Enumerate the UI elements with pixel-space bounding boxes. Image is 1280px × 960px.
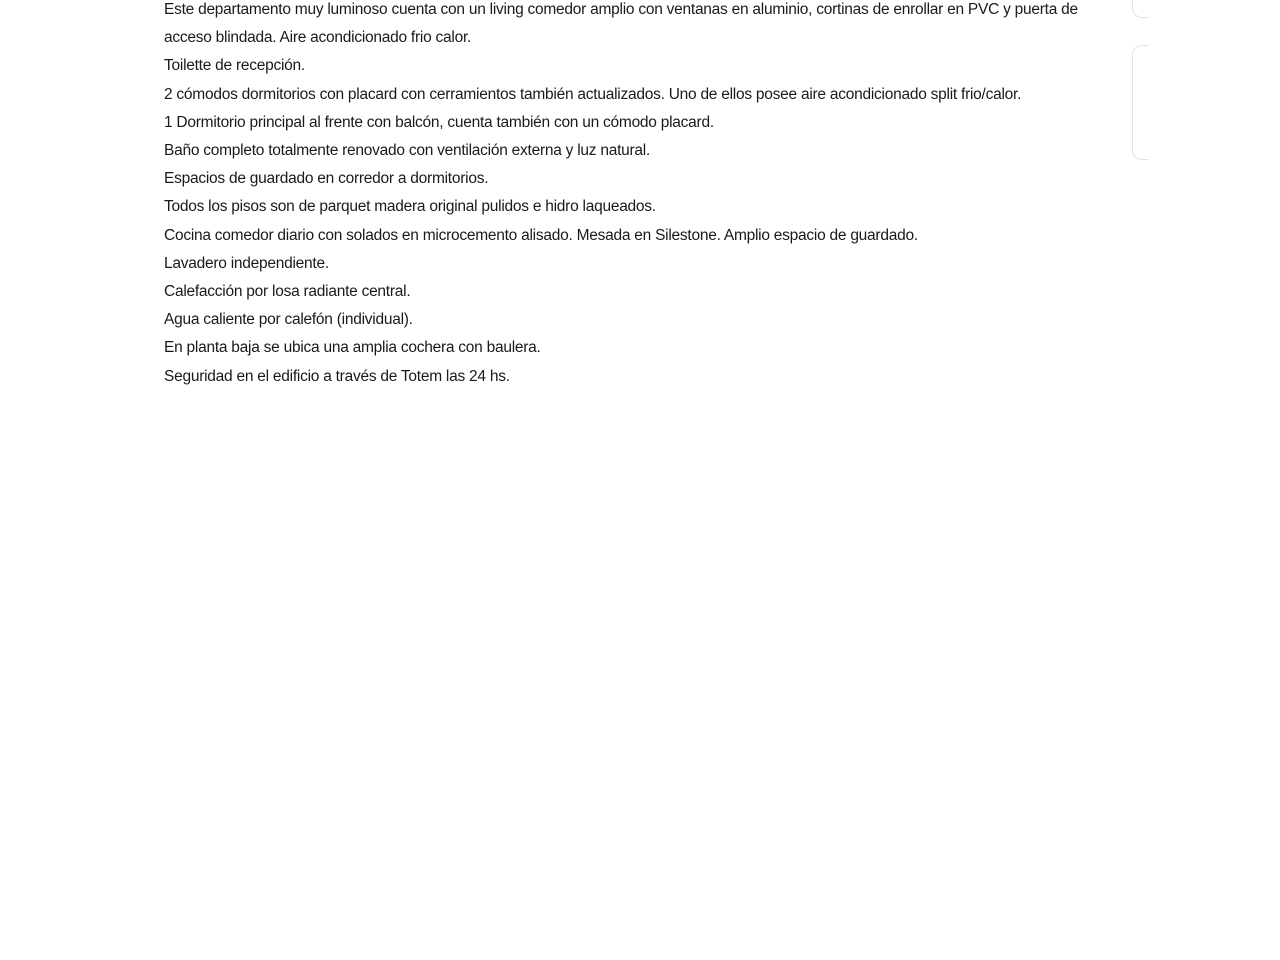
property-description: [164, 0, 1104, 391]
description-line: Lavadero independiente.: [164, 254, 329, 272]
description-line: Todos los pisos son de parquet madera original pulidos e hidro laqueados.: [164, 198, 656, 216]
description-line: Seguridad en el edificio a través de Totem las 24 hs.: [164, 367, 510, 385]
description-line: Toilette de recepción.: [164, 57, 305, 75]
description-line: En planta baja se ubica una amplia cochera con baulera.: [164, 339, 541, 357]
description-line: Calefacción por losa radiante central.: [164, 283, 411, 301]
description-line: Baño completo totalmente renovado con ventilación externa y luz natural.: [164, 142, 651, 160]
description-line: 1 Dormitorio principal al frente con balcón, cuenta también con un cómodo placard.: [164, 113, 714, 131]
viewport-edge: [1149, 0, 1280, 960]
description-line: Este departamento muy luminoso cuenta con un living comedor amplio con ventanas en aluminio, cortinas de enrollar en PVC y puerta de acceso blindada. Aire acondicionado frio calor.: [164, 1, 1078, 47]
description-line: Cocina comedor diario con solados en microcemento alisado. Mesada en Silestone. Amplio espacio de guardado.: [164, 226, 918, 244]
description-line: Espacios de guardado en corredor a dormitorios.: [164, 170, 489, 188]
description-line: Agua caliente por calefón (individual).: [164, 311, 413, 329]
description-line: 2 cómodos dormitorios con placard con cerramientos también actualizados. Uno de ellos posee aire acondicionado split frio/calor.: [164, 85, 1022, 103]
